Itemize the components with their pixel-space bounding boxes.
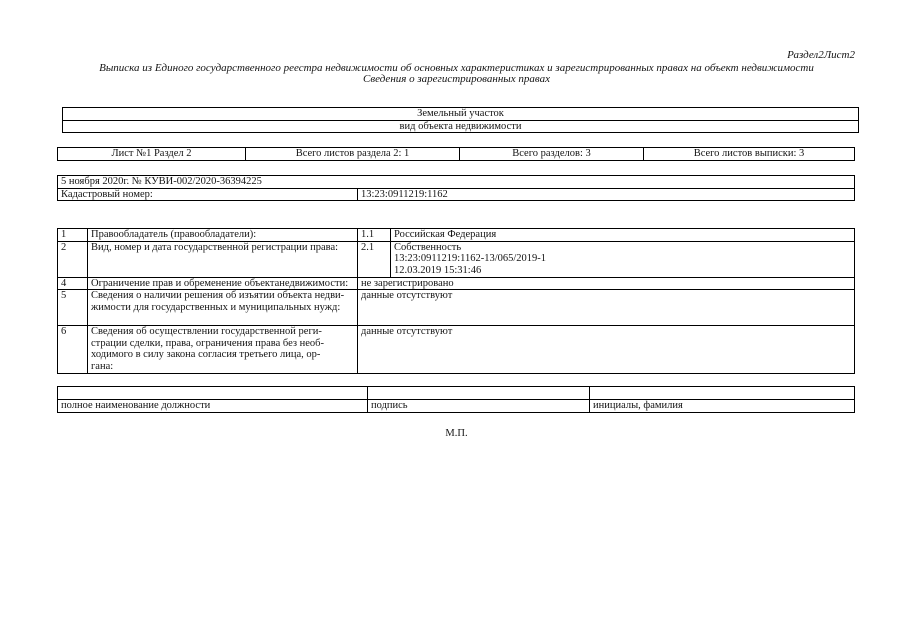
row-number: 2 [58,241,88,277]
rights-table [57,228,855,374]
object-type-row [63,108,859,121]
object-type: Земельный участок [63,108,859,121]
cadastral-number: 13:23:0911219:1162 [358,188,855,201]
row-number: 4 [58,277,88,290]
row-number: 6 [58,326,88,374]
row-value: не зарегистрировано [358,277,855,290]
cadastral-label: Кадастровый номер: [58,188,358,201]
row-label: Правообладатель (правообладатели): [88,229,358,242]
cadastral-row [58,188,855,201]
stamp-place: М.П. [445,428,468,439]
row-label: Сведения об осуществлении государственной реги- страции сделки, права, ограничения права без необ- ходимого в силу закона согласия третьего лица, ор- гана: [88,326,358,374]
row-label: Вид, номер и дата государственной регистрации права: [88,241,358,277]
row-number: 1 [58,229,88,242]
sheet-reference: Раздел2Лист2 [787,49,855,61]
document-title: Выписка из Единого государственного реестра недвижимости об основных характеристиках и зарегистрированных правах на объект недвижимости [99,62,814,74]
row-value: данные отсутствуют [358,326,855,374]
row-label: Ограничение прав и обременение объектанедвижимости: [88,277,358,290]
table-row [58,277,855,290]
extract-date-row [58,176,855,189]
object-type-box [62,107,859,133]
signature-blank [368,387,590,400]
row-subnumber: 1.1 [358,229,391,242]
row-subnumber: 2.1 [358,241,391,277]
row-value: Собственность 13:23:0911219:1162-13/065/2019-1 12.03.2019 15:31:46 [391,241,855,277]
signature-caption-row [58,400,855,413]
name-caption: инициалы, фамилия [590,400,855,413]
position-blank [58,387,368,400]
signature-caption: подпись [368,400,590,413]
row-label: Сведения о наличии решения об изъятии объекта недви- жимости для государственных и муниципальных нужд: [88,290,358,326]
document-subtitle: Сведения о зарегистрированных правах [363,73,550,85]
total-sections: Всего разделов: 3 [460,148,644,161]
sheet-section: Лист №1 Раздел 2 [58,148,246,161]
row-value: данные отсутствуют [358,290,855,326]
position-caption: полное наименование должности [58,400,368,413]
total-sheets-section: Всего листов раздела 2: 1 [246,148,460,161]
table-row [58,229,855,242]
signature-blank-row [58,387,855,400]
table-row [58,290,855,326]
signature-table [57,386,855,413]
row-number: 5 [58,290,88,326]
row-value: Российская Федерация [391,229,855,242]
table-row [58,326,855,374]
sheet-info-row [58,148,855,161]
total-sheets-extract: Всего листов выписки: 3 [644,148,855,161]
object-type-caption: вид объекта недвижимости [63,120,859,133]
sheet-info-box [57,147,855,161]
object-type-caption-row [63,120,859,133]
name-blank [590,387,855,400]
table-row [58,241,855,277]
extract-info-box [57,175,855,201]
extract-date-number: 5 ноября 2020г. № КУВИ-002/2020-36394225 [58,176,855,189]
